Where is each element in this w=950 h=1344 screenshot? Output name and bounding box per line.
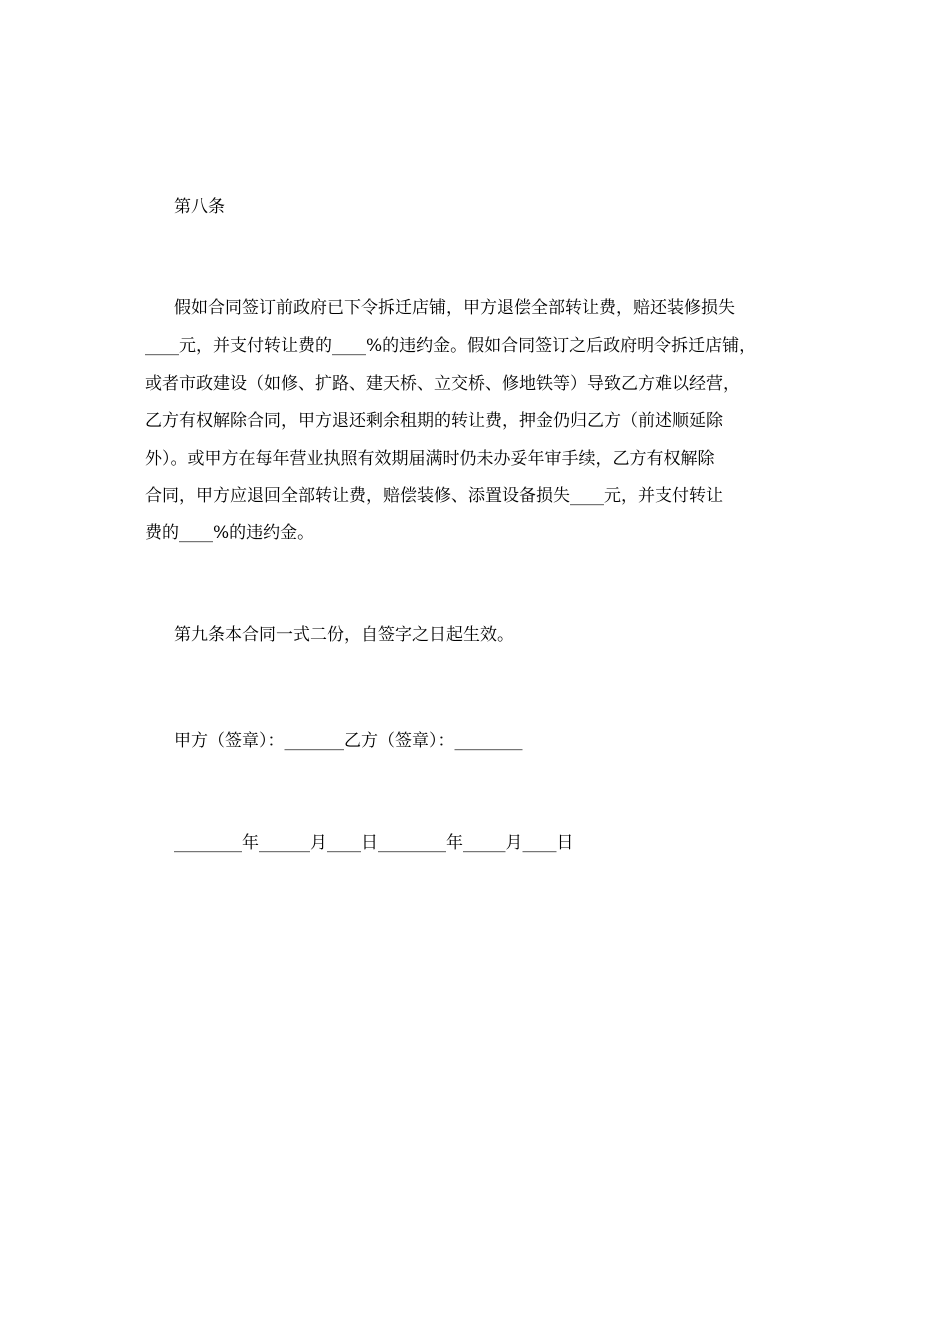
article-8-line-2: ____元，并支付转让费的____%的违约金。假如合同签订之后政府明令拆迁店铺， <box>145 336 757 356</box>
article-8-heading: 第八条 <box>174 197 225 217</box>
date-line: ________年______月____日________年_____月____日 <box>174 833 574 853</box>
article-8-line-5: 外）。或甲方在每年营业执照有效期届满时仍未办妥年审手续，乙方有权解除 <box>145 449 715 469</box>
article-8-line-3: 或者市政建设（如修、扩路、建天桥、立交桥、修地铁等）导致乙方难以经营， <box>145 374 740 394</box>
article-8-line-7: 费的____%的违约金。 <box>145 523 315 543</box>
article-8-line-1: 假如合同签订前政府已下令拆迁店铺，甲方退偿全部转让费，赔还装修损失 <box>174 298 735 318</box>
article-9-text: 第九条本合同一式二份，自签字之日起生效。 <box>174 625 514 645</box>
article-8-line-6: 合同，甲方应退回全部转让费，赔偿装修、添置设备损失____元，并支付转让 <box>145 486 723 506</box>
signature-line: 甲方（签章）：_______乙方（签章）：________ <box>174 731 523 751</box>
article-8-line-4: 乙方有权解除合同，甲方退还剩余租期的转让费，押金仍归乙方（前述顺延除 <box>145 411 723 431</box>
